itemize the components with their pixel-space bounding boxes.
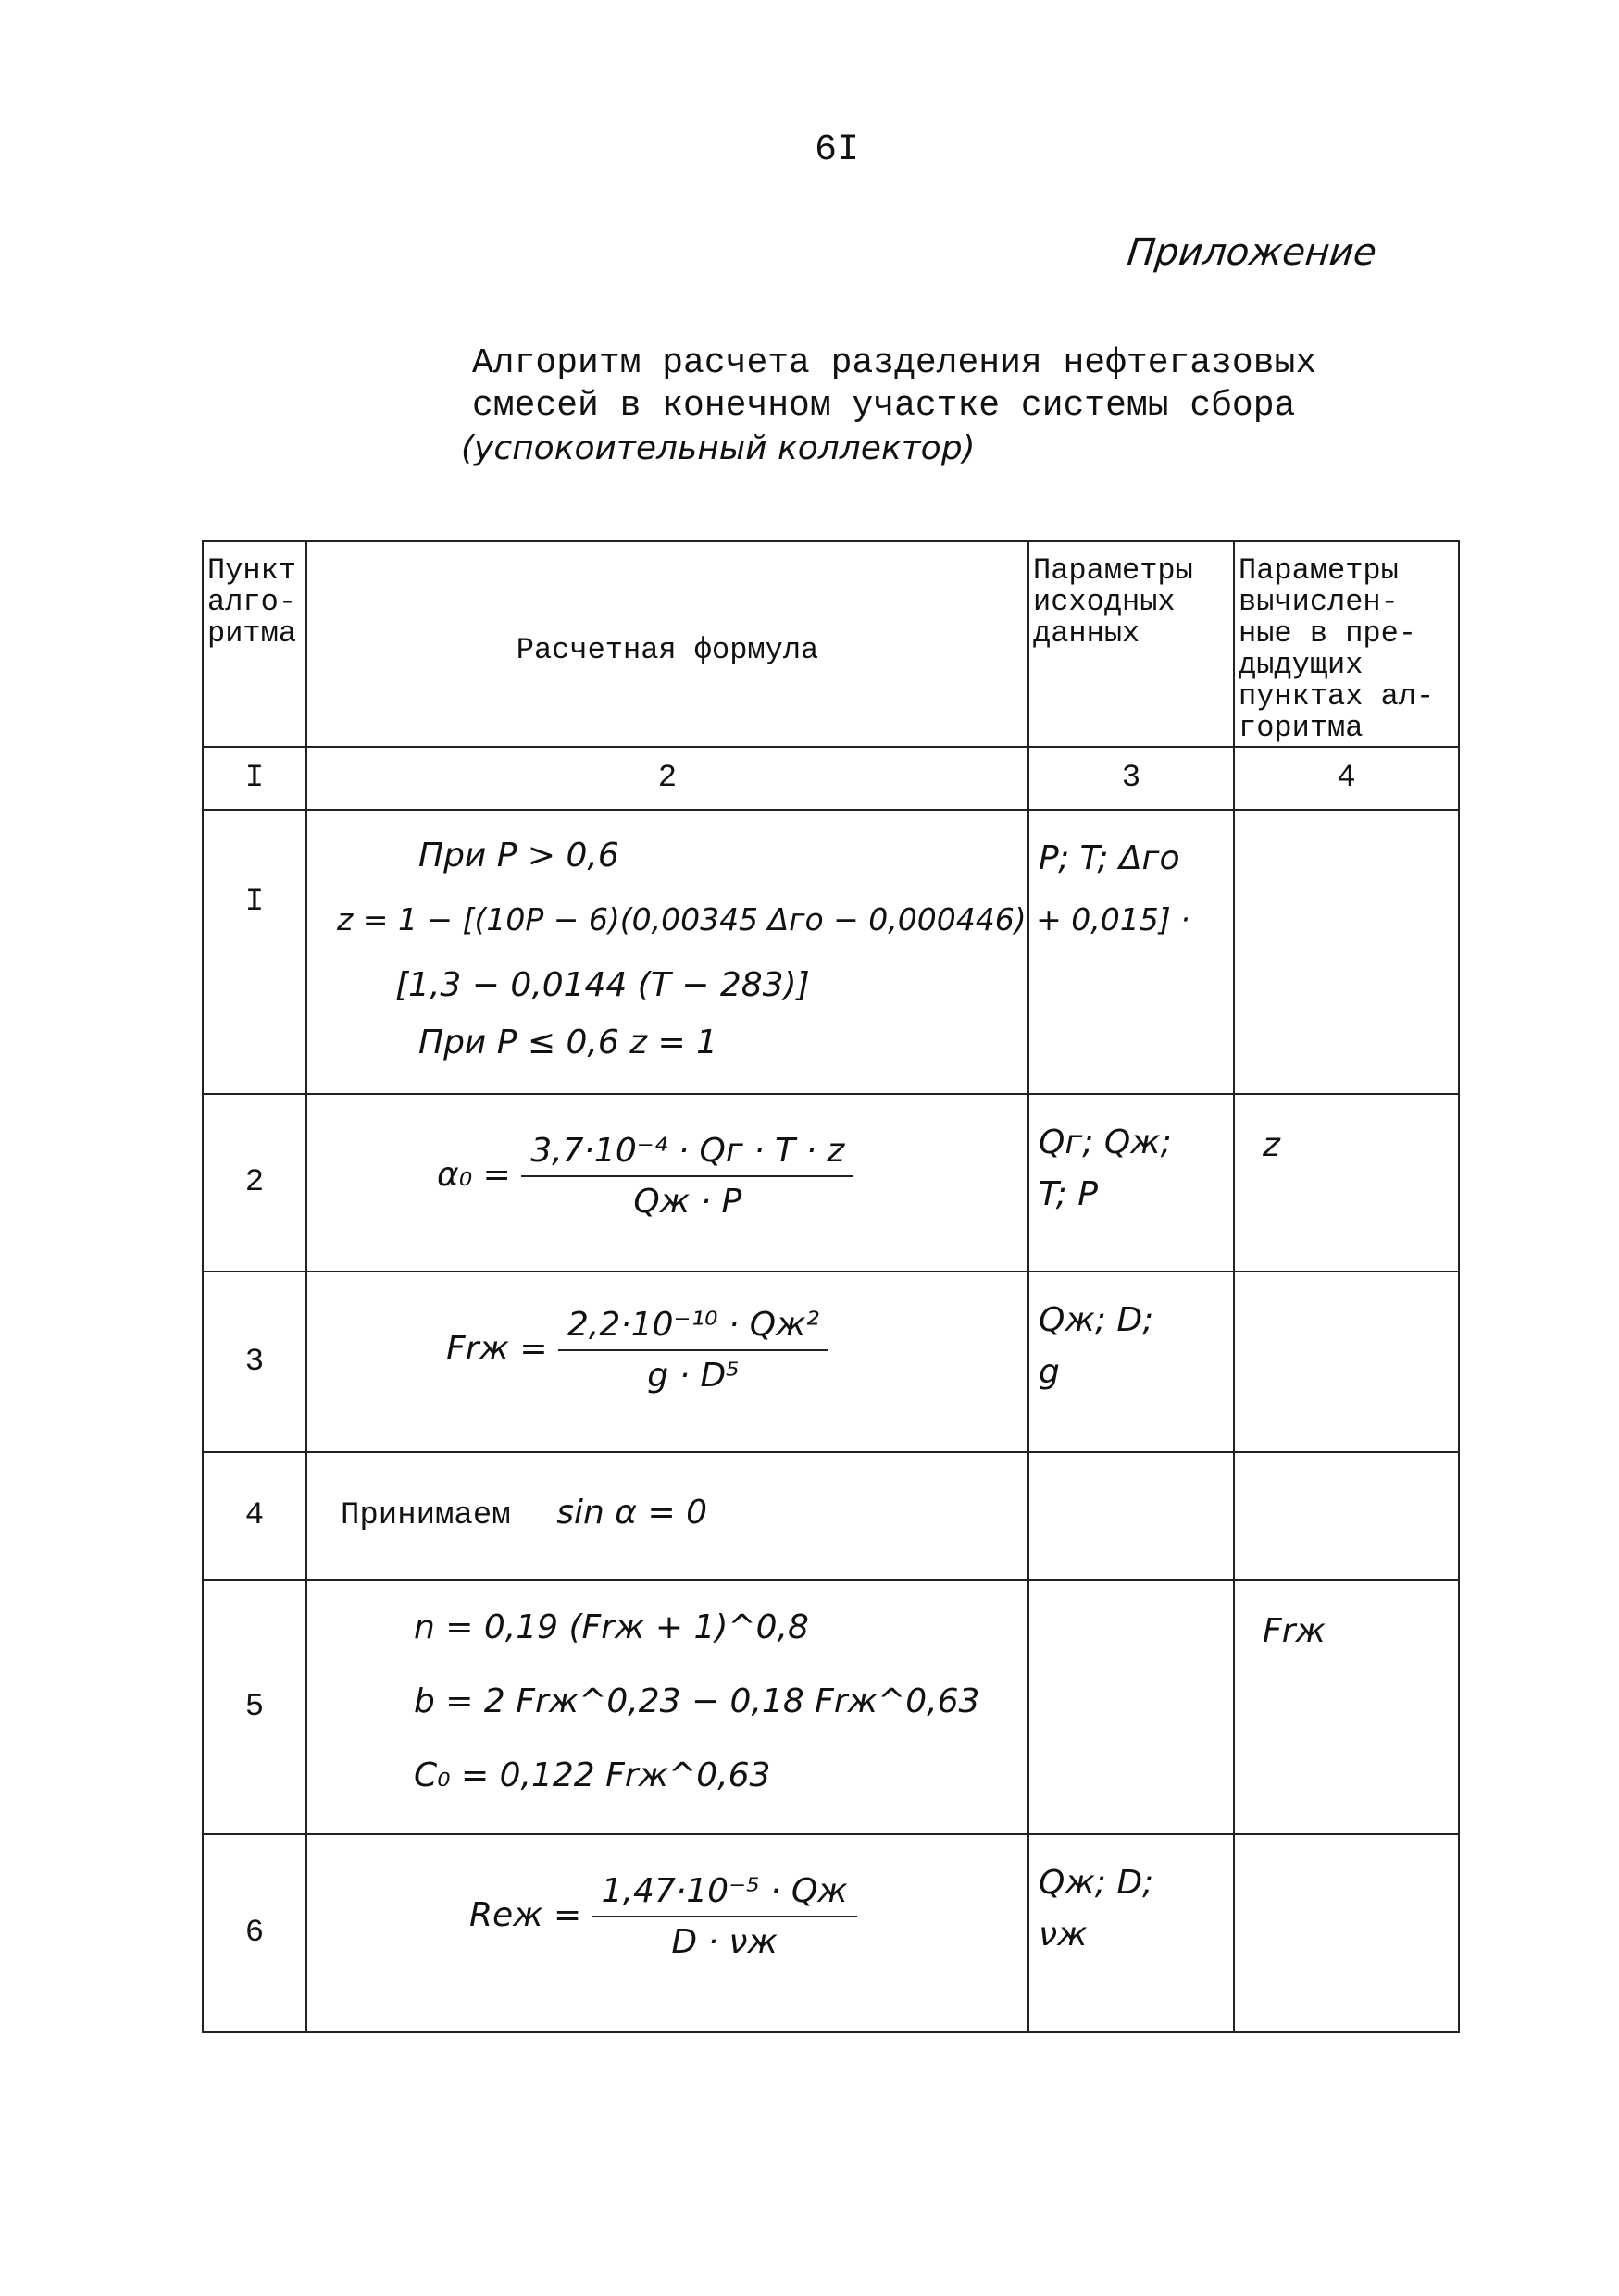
table-row bbox=[203, 1834, 1459, 2032]
fraction-denominator: Qж · P bbox=[633, 1183, 742, 1221]
header-formula: Расчетная формула bbox=[306, 541, 1028, 747]
table-header-row bbox=[203, 541, 1459, 747]
column-numbers-row bbox=[203, 747, 1459, 810]
page-number: 6I bbox=[815, 130, 860, 171]
row-number: 3 bbox=[203, 1272, 306, 1452]
title-line-1: Алгоритм расчета разделения нефтегазовых bbox=[472, 343, 1317, 383]
computed-params: Frж bbox=[1234, 1580, 1459, 1834]
formula-cell bbox=[306, 1452, 1028, 1580]
header-inputs: Параметры исходных данных bbox=[1028, 541, 1234, 747]
formula-line: При P > 0,6 bbox=[418, 837, 619, 875]
computed-params bbox=[1234, 1452, 1459, 1580]
formula-cell bbox=[306, 1094, 1028, 1272]
input-params bbox=[1028, 1452, 1234, 1580]
document-title bbox=[461, 342, 1317, 470]
computed-params: z bbox=[1234, 1094, 1459, 1272]
computed-params bbox=[1234, 1834, 1459, 2032]
formula-line: b = 2 Frж^0,23 − 0,18 Frж^0,63 bbox=[414, 1682, 980, 1720]
fraction-denominator: D · νж bbox=[671, 1923, 778, 1961]
algorithm-table bbox=[202, 540, 1460, 2033]
formula-expression: sin α = 0 bbox=[556, 1494, 707, 1532]
input-params bbox=[1028, 1094, 1234, 1272]
fraction-numerator: 2,2·10⁻¹⁰ · Qж² bbox=[558, 1306, 828, 1351]
title-line-2: смесей в конечном участке системы сбора bbox=[472, 386, 1296, 426]
computed-params bbox=[1234, 1272, 1459, 1452]
formula-lhs: Reж = bbox=[469, 1896, 582, 1934]
input-line: Qж; D; bbox=[1039, 1301, 1154, 1339]
input-params bbox=[1028, 1834, 1234, 2032]
formula-lhs: α₀ = bbox=[437, 1156, 511, 1194]
formula-line: C₀ = 0,122 Frж^0,63 bbox=[414, 1756, 771, 1794]
column-number: 3 bbox=[1028, 747, 1234, 810]
table-row bbox=[203, 1272, 1459, 1452]
fraction-denominator: g · D⁵ bbox=[647, 1357, 740, 1395]
fraction bbox=[521, 1132, 853, 1221]
column-number: I bbox=[203, 747, 306, 810]
row-number: 2 bbox=[203, 1094, 306, 1272]
row-number: 6 bbox=[203, 1834, 306, 2032]
input-line: νж bbox=[1039, 1916, 1088, 1954]
formula-line: z = 1 − [(10P − 6)(0,00345 Δгo − 0,000446) + 0,015] · bbox=[337, 901, 1190, 937]
fraction bbox=[592, 1872, 857, 1961]
input-line: T; P bbox=[1039, 1175, 1098, 1213]
formula-text: Принимаем bbox=[341, 1498, 511, 1533]
input-params bbox=[1028, 1580, 1234, 1834]
formula-line: [1,3 − 0,0144 (T − 283)] bbox=[395, 966, 810, 1004]
table-row bbox=[203, 1580, 1459, 1834]
input-line: Qг; Qж; bbox=[1039, 1123, 1172, 1161]
table-row bbox=[203, 1452, 1459, 1580]
formula-lhs: Frж = bbox=[446, 1330, 548, 1368]
table-row bbox=[203, 1094, 1459, 1272]
table-row bbox=[203, 810, 1459, 1094]
input-params bbox=[1028, 1272, 1234, 1452]
appendix-label: Приложение bbox=[1125, 231, 1379, 274]
formula-line: n = 0,19 (Frж + 1)^0,8 bbox=[414, 1608, 809, 1646]
input-params: P; T; Δгo bbox=[1028, 810, 1234, 1094]
column-number: 4 bbox=[1234, 747, 1459, 810]
header-step: Пункт алго- ритма bbox=[203, 541, 306, 747]
row-number: I bbox=[203, 810, 306, 1094]
fraction-numerator: 1,47·10⁻⁵ · Qж bbox=[592, 1872, 857, 1917]
fraction bbox=[558, 1306, 828, 1395]
formula-cell bbox=[306, 1580, 1028, 1834]
formula-line: При P ≤ 0,6 z = 1 bbox=[418, 1024, 718, 1061]
input-line: Qж; D; bbox=[1039, 1864, 1154, 1902]
column-number: 2 bbox=[306, 747, 1028, 810]
formula-cell bbox=[306, 1272, 1028, 1452]
header-computed: Параметры вычислен- ные в пре- дыдущих пунктах ал- горитма bbox=[1234, 541, 1459, 747]
fraction-numerator: 3,7·10⁻⁴ · Qг · T · z bbox=[521, 1132, 853, 1177]
formula-cell bbox=[306, 1834, 1028, 2032]
computed-params bbox=[1234, 810, 1459, 1094]
row-number: 4 bbox=[203, 1452, 306, 1580]
title-line-3: (успокоительный коллектор) bbox=[461, 429, 976, 467]
row-number: 5 bbox=[203, 1580, 306, 1834]
input-line: g bbox=[1039, 1353, 1060, 1391]
